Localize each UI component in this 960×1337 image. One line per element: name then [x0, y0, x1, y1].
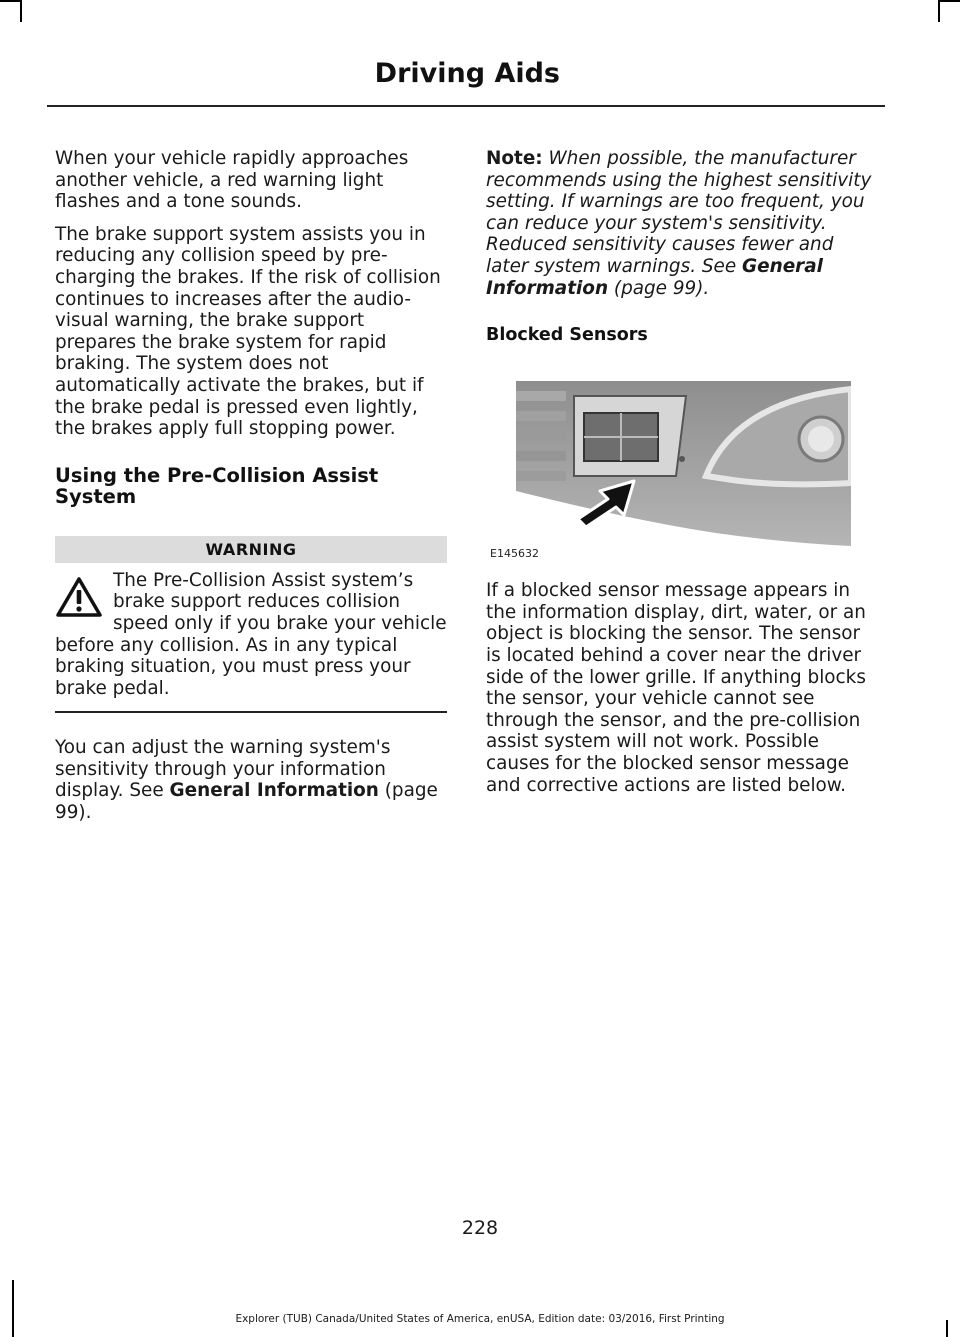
cross-reference-link[interactable]: General Information	[169, 780, 379, 802]
paragraph-text: You can adjust the warning system's sensitivity through your information display. See	[55, 737, 391, 802]
warning-box	[55, 536, 447, 714]
sensor-figure	[486, 371, 851, 561]
crop-mark	[20, 0, 22, 22]
paragraph: If a blocked sensor message appears in the information display, dirt, water, or an object is blocking the sensor. The sensor is located behind a cover near the driver side of the lower grille. If anything blocks the sensor, your vehicle cannot see through the sensor, and the pre-collision assist system will not work. Possible causes for the blocked sensor message and corrective actions are listed below.	[486, 580, 866, 796]
paragraph: The brake support system assists you in reducing any collision speed by pre-charging the brakes. If the risk of collision continues to increases after the audio-visual warning, the brake support prepares the brake system for rapid braking. The system does not automatically activate the brakes, but if the brake pedal is pressed even lightly, the brakes apply full stopping power.	[55, 223, 441, 440]
warning-text: The Pre-Collision Assist system’s brake support reduces collision speed only if you brake your vehicle before any collision. As in any typical braking situation, you must press your brake pedal.	[55, 569, 447, 699]
warning-label: WARNING	[55, 536, 447, 563]
note	[486, 148, 878, 299]
front-grille-illustration	[486, 371, 851, 561]
crop-mark	[938, 0, 940, 22]
warning-body	[55, 570, 447, 700]
page-number: 228	[461, 1217, 499, 1239]
page-footer: Explorer (TUB) Canada/United States of America, enUSA, Edition date: 03/2016, First Printing	[235, 1313, 725, 1325]
crop-mark	[0, 0, 22, 2]
right-column	[486, 148, 878, 796]
paragraph: When your vehicle rapidly approaches another vehicle, a red warning light flashes and a tone sounds.	[55, 148, 409, 213]
figure-label: E145632	[490, 547, 539, 561]
note-label: Note:	[486, 148, 543, 169]
crop-mark	[12, 1280, 14, 1337]
warning-triangle-icon	[55, 576, 103, 618]
header-rule	[47, 105, 885, 107]
paragraph	[55, 737, 447, 823]
note-text: When possible, the manufacturer recommends using the highest sensitivity setting. If warnings are too frequent, you can reduce your system's sensitivity. Reduced sensitivity causes fewer and later system warnings. See	[486, 148, 872, 277]
left-column	[55, 148, 447, 824]
section-heading: Using the Pre-Collision Assist System	[55, 463, 379, 508]
page-reference: (page 99).	[608, 277, 710, 299]
section-heading: Blocked Sensors	[486, 325, 648, 346]
page-reference: (page 99).	[55, 780, 438, 824]
cross-reference-link[interactable]: General Information	[486, 255, 823, 299]
page-header-title: Driving Aids	[374, 58, 560, 89]
crop-mark	[938, 0, 960, 2]
